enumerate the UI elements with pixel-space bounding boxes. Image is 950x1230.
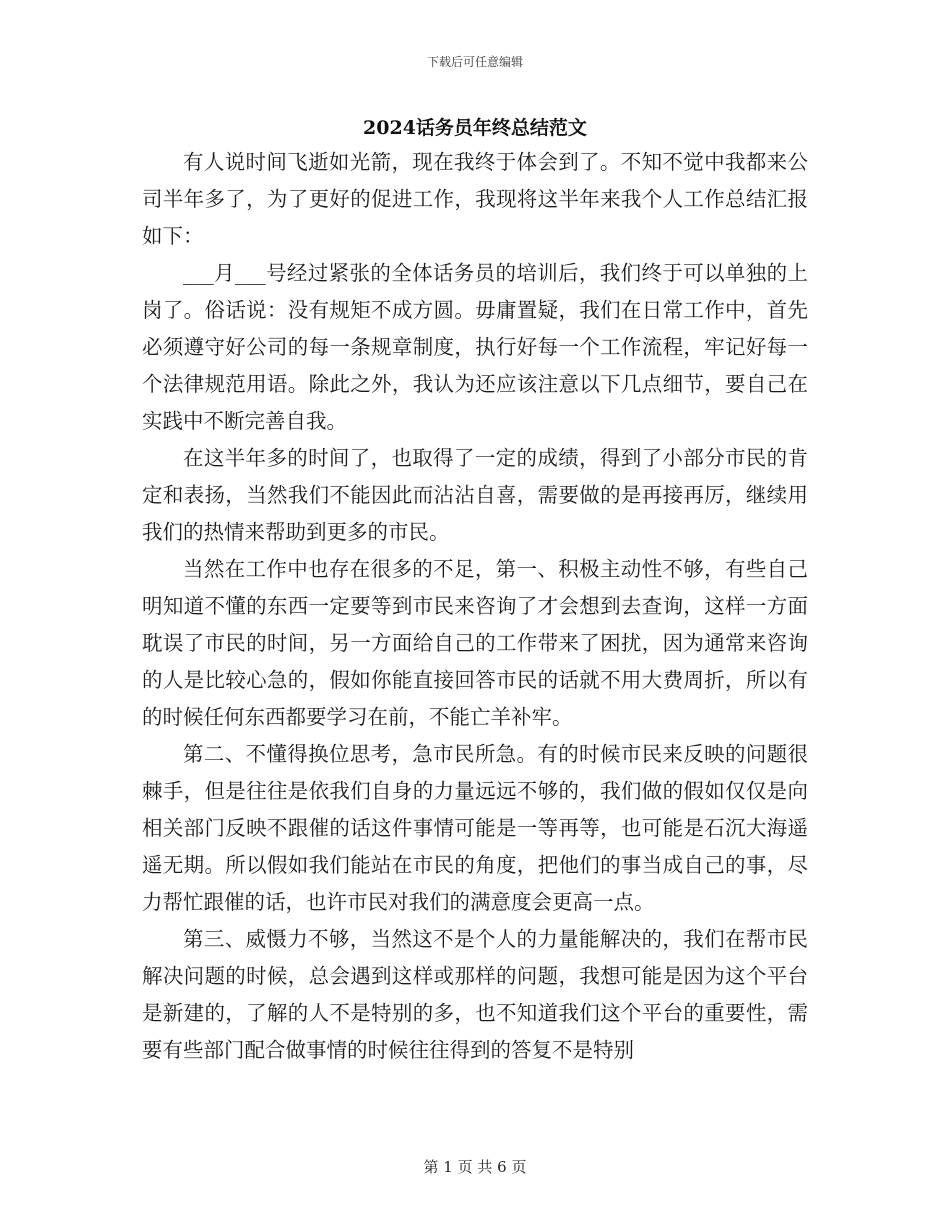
paragraph-shortcoming-3: 第三、威慑力不够，当然这不是个人的力量能解决的，我们在帮市民解决问题的时候，总会遇到这样或那样的问题，我想可能是因为这个平台是新建的，了解的人不是特别的多，也不知道我们这个平台的重要性，需要有些部门配合做事情的时候往往得到的答复不是特别 [142,927,808,1062]
paragraph-training: ___月___号经过紧张的全体话务员的培训后，我们终于可以单独的上岗了。俗话说：没有规矩不成方圆。毋庸置疑，我们在日常工作中，首先必须遵守好公司的每一条规章制度，执行好每一个工作流程，牢记好每一个法律规范用语。除此之外，我认为还应该注意以下几点细节，要自己在实践中不断完善自我。 [142,261,808,433]
paragraph-shortcoming-1: 当然在工作中也存在很多的不足，第一、积极主动性不够，有些自己明知道不懂的东西一定要等到市民来咨询了才会想到去查询，这样一方面耽误了市民的时间，另一方面给自己的工作带来了困扰，因为通常来咨询的人是比较心急的，假如你能直接回答市民的话就不用大费周折，所以有的时候任何东西都要学习在前，不能亡羊补牢。 [142,557,808,729]
document-body [142,144,808,1069]
paragraph-shortcoming-2: 第二、不懂得换位思考，急市民所急。有的时候市民来反映的问题很棘手，但是往往是依我们自身的力量远远不够的，我们做的假如仅仅是向相关部门反映不跟催的话这件事情可能是一等再等，也可能是石沉大海遥遥无期。所以假如我们能站在市民的角度，把他们的事当成自己的事，尽力帮忙跟催的话，也许市民对我们的满意度会更高一点。 [142,742,808,914]
paragraph-achievements: 在这半年多的时间了，也取得了一定的成绩，得到了小部分市民的肯定和表扬，当然我们不能因此而沾沾自喜，需要做的是再接再厉，继续用我们的热情来帮助到更多的市民。 [142,446,808,544]
page-number-footer: 第 1 页 共 6 页 [423,1158,527,1176]
page-header-note: 下载后可任意编辑 [426,55,523,69]
document-title: 2024话务员年终总结范文 [363,117,587,139]
paragraph-intro: 有人说时间飞逝如光箭，现在我终于体会到了。不知不觉中我都来公司半年多了，为了更好的促进工作，我现将这半年来我个人工作总结汇报如下： [142,150,808,248]
